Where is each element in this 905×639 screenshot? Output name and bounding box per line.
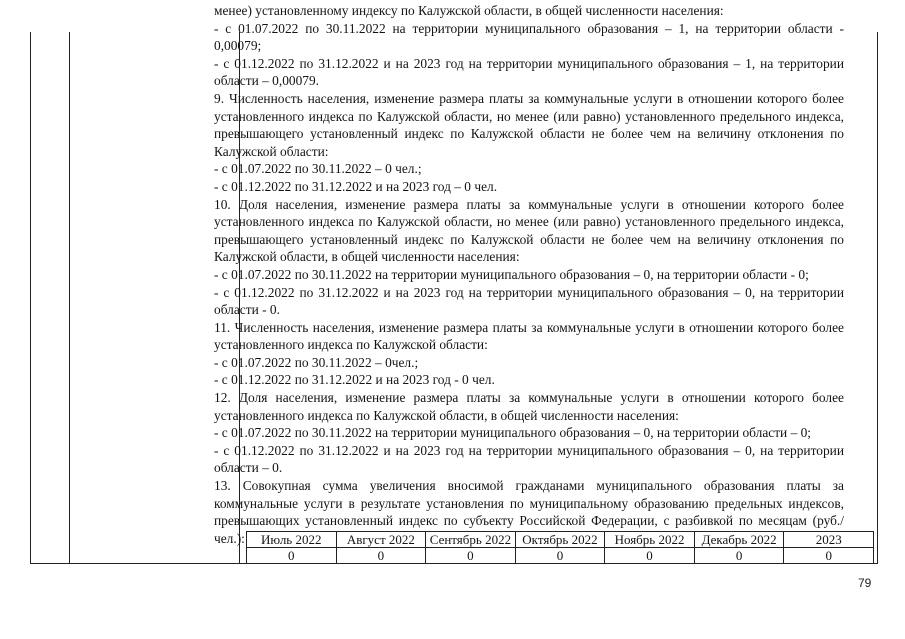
table-cell: 0	[515, 548, 605, 564]
paragraph: - с 01.07.2022 по 30.11.2022 – 0 чел.;	[214, 161, 422, 177]
paragraph: - с 01.07.2022 по 30.11.2022 – 0чел.;	[214, 354, 419, 370]
document-body	[214, 2, 844, 547]
table-header-cell: Август 2022	[336, 532, 426, 548]
paragraph: - с 01.12.2022 по 31.12.2022 и на 2023 год на территории муниципального образования – 0, на территории области – 0.	[214, 442, 844, 476]
table-header-cell: Декабрь 2022	[694, 532, 784, 548]
table-header-cell: Октябрь 2022	[515, 532, 605, 548]
table-row	[247, 548, 874, 564]
paragraph: 12. Доля населения, изменение размера платы за коммунальные услуги в отношении которого более установленного индекса по Калужской области, в общей численности населения:	[214, 390, 844, 423]
column-divider-1	[69, 32, 70, 563]
table-cell: 0	[247, 548, 337, 564]
paragraph: - с 01.12.2022 по 31.12.2022 и на 2023 год - 0 чел.	[214, 372, 495, 388]
table-header-cell: 2023	[784, 532, 874, 548]
table-header-cell: Июль 2022	[247, 532, 337, 548]
paragraph: - с 01.12.2022 по 31.12.2022 и на 2023 год на территории муниципального образования – 1, на территории области – 0,00079.	[214, 55, 844, 89]
table-cell: 0	[426, 548, 516, 564]
paragraph: - с 01.12.2022 по 31.12.2022 и на 2023 год – 0 чел.	[214, 178, 498, 194]
paragraph: 10. Доля населения, изменение размера платы за коммунальные услуги в отношении которого более установленного индекса по Калужской области, но менее (или равно) установленного предельного индекса, превышающего установленный индекс по Калужской области не более чем на величину отклонения по Калужской области, в общей численности населения:	[214, 196, 844, 265]
table-header-cell: Сентябрь 2022	[426, 532, 516, 548]
paragraph: менее) установленному индексу по Калужской области, в общей численности населения:	[214, 3, 724, 18]
table-cell: 0	[694, 548, 784, 564]
table-cell: 0	[784, 548, 874, 564]
table-cell: 0	[605, 548, 695, 564]
paragraph: 9. Численность населения, изменение размера платы за коммунальные услуги в отношении которого более установленного индекса по Калужской области, но менее (или равно) установленного предельного индекса, превышающего установленный индекс по Калужской области не более чем на величину отклонения по Калужской области:	[214, 90, 844, 159]
paragraph: - с 01.07.2022 по 30.11.2022 на территории муниципального образования – 1, на территории области - 0,00079;	[214, 20, 844, 54]
table-header-cell: Ноябрь 2022	[605, 532, 695, 548]
paragraph: - с 01.07.2022 по 30.11.2022 на территории муниципального образования – 0, на территории области – 0;	[214, 425, 812, 441]
paragraph: 11. Численность населения, изменение размера платы за коммунальные услуги в отношении которого более установленного индекса по Калужской области:	[214, 319, 844, 353]
paragraph: - с 01.12.2022 по 31.12.2022 и на 2023 год на территории муниципального образования – 0, на территории области - 0.	[214, 284, 844, 318]
table-cell: 0	[336, 548, 426, 564]
paragraph: 13. Совокупная сумма увеличения вносимой гражданами муниципального образования платы за коммунальные услуги в результате установления по муниципальному образованию предельных индексов, превышающих установленный индекс по субъекту Российской Федерации, с разбивкой по месяцам (руб./чел.):	[214, 478, 844, 546]
paragraph: - с 01.07.2022 по 30.11.2022 на территории муниципального образования – 0, на территории области - 0;	[214, 266, 809, 282]
monthly-increase-table	[246, 531, 874, 564]
table-header-row	[247, 532, 874, 548]
page-number: 79	[858, 576, 872, 590]
